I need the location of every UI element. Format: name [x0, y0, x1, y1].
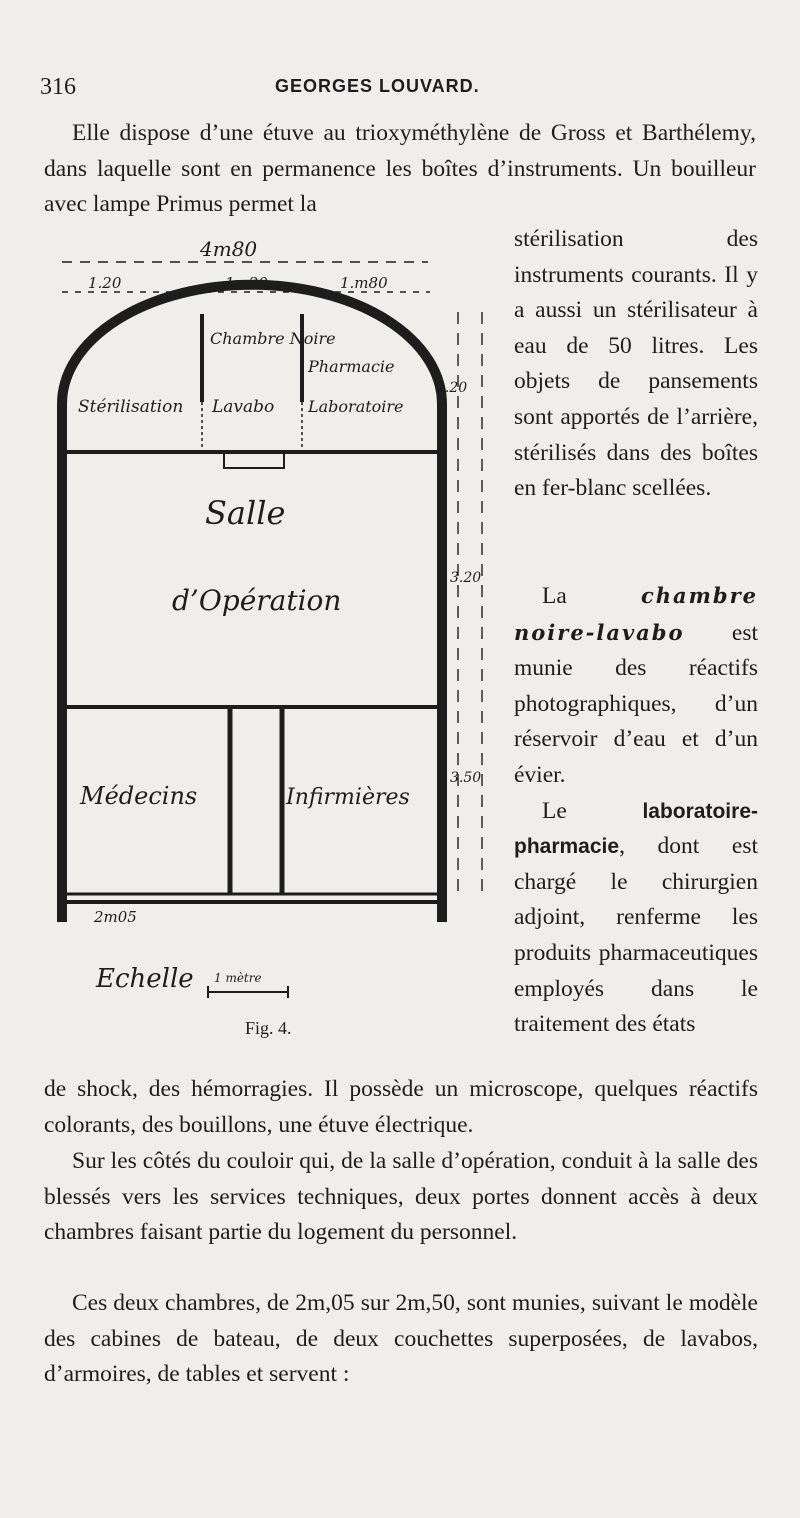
- chambre-prefix: La: [542, 583, 641, 609]
- figure-caption: Fig. 4.: [245, 1018, 292, 1038]
- label-scale: Echelle: [96, 964, 194, 994]
- label-salle: Salle: [205, 494, 286, 532]
- label-main-depth: 3.20: [450, 570, 482, 586]
- side-dimension: [458, 312, 482, 892]
- label-mid-width: 1m20: [225, 274, 268, 292]
- label-medecins: Médecins: [80, 782, 198, 810]
- continuation-paragraph: de shock, des hémorragies. Il possède un microscope, quelques réactifs colorants, des bouillons, une étuve électrique.: [44, 1076, 758, 1138]
- label-door-width: 2m05: [94, 908, 137, 926]
- side-paragraph-chambre: [514, 578, 758, 794]
- label-chambre-noire: Chambre Noire: [210, 329, 336, 348]
- label-sterilisation: Stérilisation: [78, 397, 184, 417]
- label-operation: d’Opération: [172, 584, 342, 617]
- label-scale-unit: 1 mètre: [214, 971, 262, 985]
- labo-term: laboratoire-pharmacie: [514, 799, 758, 859]
- floor-plan-drawing: [40, 222, 510, 1062]
- label-right-width: 1.m80: [340, 274, 388, 292]
- side-paragraph-laboratoire: [514, 794, 758, 1043]
- floor-plan-figure: [40, 222, 510, 1062]
- page-number: 316: [40, 74, 76, 100]
- labo-rest: , dont est chargé le chirurgien adjoint, renferme les produits pharmaceutiques employés dans le traitement des états: [514, 833, 758, 1038]
- page-header: [40, 74, 760, 104]
- running-title: GEORGES LOUVARD.: [275, 76, 480, 96]
- sink: [224, 452, 284, 468]
- label-laboratoire: Laboratoire: [308, 397, 404, 416]
- side-column-top: [514, 222, 758, 507]
- chambres-paragraph: Ces deux chambres, de 2m,05 sur 2m,50, sont munies, suivant le modèle des cabines de bateau, de deux couchettes superposées, de lavabos, d’armoires, de tables et servent :: [44, 1290, 758, 1388]
- chambre-term: chambre noire-lavabo: [514, 583, 758, 645]
- labo-prefix: Le: [542, 797, 643, 824]
- label-pharmacie: Pharmacie: [308, 357, 395, 376]
- label-top-depth: 1.20: [436, 380, 468, 396]
- chambre-rest: est munie des réactifs photographiques, d’un réservoir d’eau et d’un évier.: [514, 619, 758, 788]
- couloir-paragraph: Sur les côtés du couloir qui, de la salle d’opération, conduit à la salle des blessés vers les services techniques, deux portes donnent accès à deux chambres faisant partie du logement du personnel.: [44, 1148, 758, 1246]
- label-left-width: 1.20: [88, 274, 122, 292]
- side-paragraph-sterilisation: stérilisation des instruments courants. Il y a aussi un stérilisateur à eau de 50 litres. Les objets de pansements sont apportés de l’arrière, stérilisés dans des boîtes en fer-blanc scellées.: [514, 226, 758, 502]
- label-infirmieres: Infirmières: [286, 785, 410, 810]
- label-lower-depth: 3.50: [450, 770, 482, 786]
- intro-paragraph: Elle dispose d’une étuve au trioxyméthylène de Gross et Barthélemy, dans laquelle sont en permanence les boîtes d’instruments. Un bouilleur avec lampe Primus permet la: [44, 120, 756, 218]
- side-column-bottom: [514, 578, 758, 1043]
- label-total-width: 4m80: [200, 237, 258, 261]
- label-lavabo: Lavabo: [212, 397, 275, 417]
